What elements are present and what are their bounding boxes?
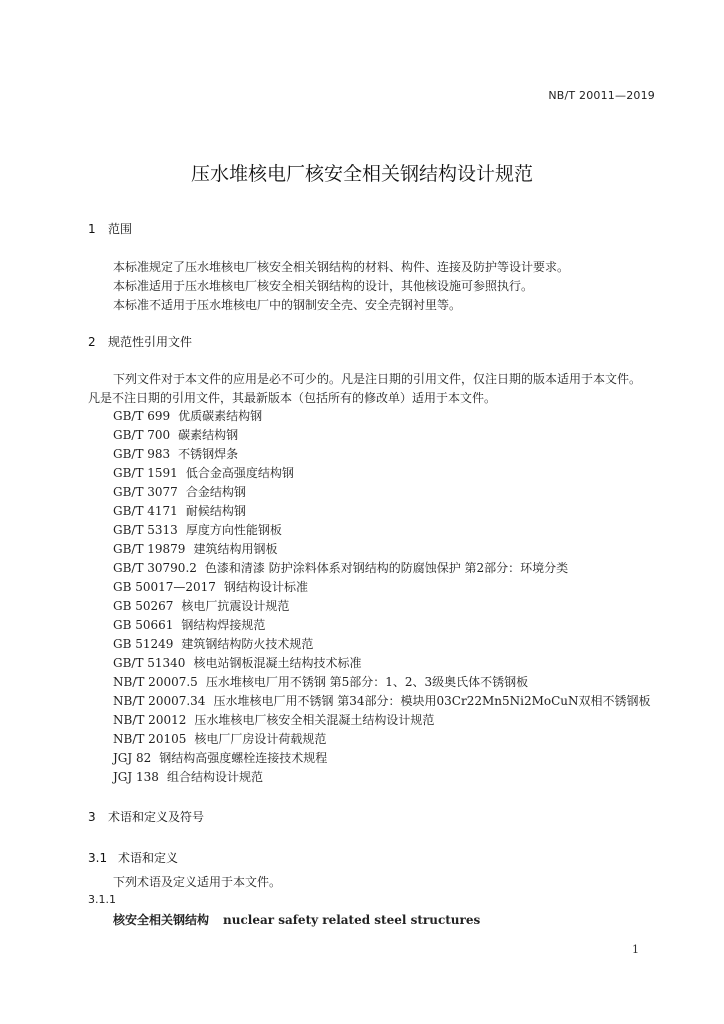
paragraph: 下列文件对于本文件的应用是必不可少的。凡是注日期的引用文件，仅注日期的版本适用于本文件。 — [113, 372, 642, 386]
reference-item: NB/T 20105 核电厂厂房设计荷载规范 — [113, 732, 327, 746]
reference-item: GB 50661 钢结构焊接规范 — [113, 618, 266, 632]
reference-item: NB/T 20012 压水堆核电厂核安全相关混凝土结构设计规范 — [113, 713, 435, 727]
paragraph: 本标准不适用于压水堆核电厂中的钢制安全壳、安全壳钢衬里等。 — [113, 298, 462, 312]
reference-item: GB/T 1591 低合金高强度结构钢 — [113, 466, 294, 480]
term-chinese: 核安全相关钢结构 — [113, 913, 210, 927]
paragraph: 凡是不注日期的引用文件，其最新版本（包括所有的修改单）适用于本文件。 — [88, 391, 497, 405]
reference-item: JGJ 138 组合结构设计规范 — [113, 770, 263, 784]
reference-item: GB/T 51340 核电站钢板混凝土结构技术标准 — [113, 656, 362, 670]
section-number: 1 — [88, 222, 96, 236]
subsection-number: 3.1 — [88, 851, 108, 865]
paragraph: 本标准规定了压水堆核电厂核安全相关钢结构的材料、构件、连接及防护等设计要求。 — [113, 260, 570, 274]
section-1-heading — [88, 220, 132, 237]
subsection-3-1-intro — [88, 873, 687, 892]
paragraph: 本标准适用于压水堆核电厂核安全相关钢结构的设计，其他核设施可参照执行。 — [113, 279, 534, 293]
section-number: 3 — [88, 810, 96, 824]
paragraph: 下列术语及定义适用于本文件。 — [113, 875, 282, 889]
reference-item: GB/T 5313 厚度方向性能钢板 — [113, 523, 282, 537]
standard-code: NB/T 20011—2019 — [548, 89, 655, 102]
reference-item: GB/T 983 不锈钢焊条 — [113, 447, 239, 461]
reference-item: GB/T 4171 耐候结构钢 — [113, 504, 246, 518]
section-3-heading — [88, 808, 204, 825]
subsection-3-1-heading — [88, 849, 178, 866]
page-number: 1 — [632, 943, 639, 956]
reference-item: GB/T 3077 合金结构钢 — [113, 485, 246, 499]
section-1-body — [88, 258, 687, 315]
reference-item: NB/T 20007.34 压水堆核电厂用不锈钢 第34部分：模块用03Cr22Mn5Ni2MoCuN双相不锈钢板 — [113, 694, 651, 708]
term-definition — [113, 911, 480, 928]
page-title: 压水堆核电厂核安全相关钢结构设计规范 — [190, 163, 533, 185]
reference-item: GB 50267 核电厂抗震设计规范 — [113, 599, 290, 613]
section-2-intro — [88, 370, 662, 408]
reference-item: GB/T 19879 建筑结构用钢板 — [113, 542, 278, 556]
reference-item: JGJ 82 钢结构高强度螺栓连接技术规程 — [113, 751, 328, 765]
clause-number: 3.1.1 — [88, 893, 116, 906]
section-number: 2 — [88, 335, 96, 349]
reference-item: GB 51249 建筑钢结构防火技术规范 — [113, 637, 314, 651]
subsection-title: 术语和定义 — [118, 851, 179, 865]
section-2-heading — [88, 333, 192, 350]
reference-list — [113, 407, 651, 787]
reference-item: GB/T 699 优质碳素结构钢 — [113, 409, 263, 423]
reference-item: NB/T 20007.5 压水堆核电厂用不锈钢 第5部分：1、2、3级奥氏体不锈钢板 — [113, 675, 529, 689]
reference-item: GB/T 30790.2 色漆和清漆 防护涂料体系对钢结构的防腐蚀保护 第2部分：环境分类 — [113, 561, 569, 575]
section-title: 规范性引用文件 — [108, 335, 193, 349]
reference-item: GB/T 700 碳素结构钢 — [113, 428, 239, 442]
term-english: nuclear safety related steel structures — [223, 913, 481, 927]
reference-item: GB 50017—2017 钢结构设计标准 — [113, 580, 308, 594]
section-title: 术语和定义及符号 — [108, 810, 205, 824]
section-title: 范围 — [108, 222, 133, 236]
